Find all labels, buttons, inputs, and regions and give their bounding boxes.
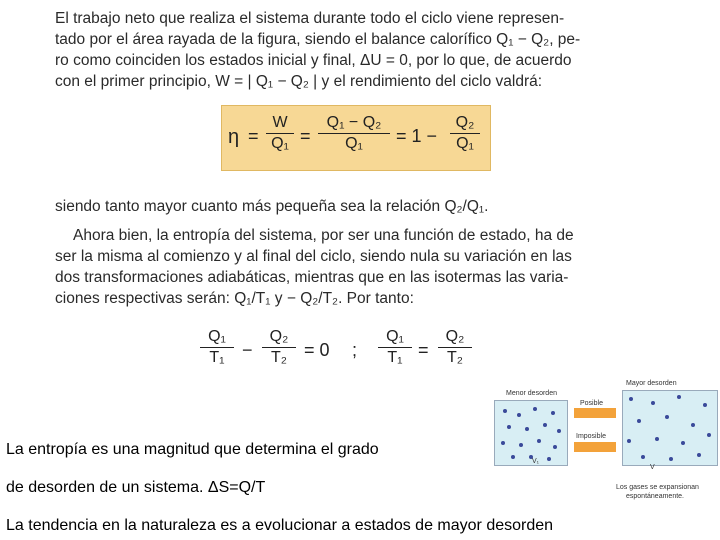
fraction-q1-minus-q2-over-q1 [318, 114, 390, 153]
entropy-equations [200, 328, 490, 378]
paragraph-entropy [55, 225, 655, 309]
fraction-q2-over-t2 [262, 328, 296, 367]
paragraph-line: ro como coinciden los estados inicial y final, ΔU = 0, por lo que, de acuerdo [55, 52, 572, 69]
fraction-q2-over-q1 [450, 114, 480, 153]
fraction-denominator: Q₁ [456, 135, 474, 152]
paragraph-line: ciones respectivas serán: Q₁/T₁ y − Q₂/T₂. Por tanto: [55, 290, 414, 307]
fraction-numerator: Q₁ [378, 328, 412, 348]
gas-molecules-icon [623, 391, 717, 465]
paragraph-line: El trabajo neto que realiza el sistema durante todo el ciclo viene represen- [55, 10, 565, 27]
right-gas-panel [622, 390, 718, 466]
semicolon-separator: ; [352, 340, 358, 360]
impossible-arrow-icon [574, 442, 616, 452]
fraction-q1-over-t1 [378, 328, 412, 367]
fraction-numerator: Q₁ − Q₂ [318, 114, 390, 134]
eta-symbol: η [228, 126, 240, 148]
fraction-numerator: Q₂ [450, 114, 480, 134]
fraction-denominator: Q₁ [345, 135, 363, 152]
paragraph-ratio [55, 196, 655, 217]
fraction-numerator: W [266, 114, 294, 134]
fraction-numerator: Q₁ [200, 328, 234, 348]
paragraph-line: ser la misma al comienzo y al final del ciclo, siendo nula su variación en las [55, 248, 572, 265]
entropy-definition-line1: La entropía es una magnitud que determina el grado [6, 441, 379, 458]
equals-one-minus: = 1 − [396, 126, 438, 146]
fraction-numerator: Q₂ [438, 328, 472, 348]
fraction-denominator: T₁ [387, 349, 403, 366]
equals-zero: = 0 [304, 340, 330, 360]
paragraph-line: tado por el área rayada de la figura, siendo el balance calorífico Q₁ − Q₂, pe- [55, 31, 581, 48]
fraction-q1-over-t1 [200, 328, 234, 367]
nature-tendency-line: La tendencia en la naturaleza es a evolucionar a estados de mayor desorden [6, 517, 554, 534]
fraction-denominator: Q₁ [271, 135, 289, 152]
fraction-denominator: T₂ [447, 349, 463, 366]
fraction-q2-over-t2 [438, 328, 472, 367]
paragraph-line: Ahora bien, la entropía del sistema, por ser una función de estado, ha de [73, 227, 574, 244]
fraction-numerator: Q₂ [262, 328, 296, 348]
right-panel-title: Mayor desorden [626, 380, 677, 387]
entropy-definition-line2: de desorden de un sistema. ΔS=Q/T [6, 479, 266, 496]
arrow-impossible-label: Imposible [576, 433, 606, 440]
possible-arrow-icon [574, 408, 616, 418]
equals-sign: = [300, 126, 311, 146]
paragraph-line: siendo tanto mayor cuanto más pequeña sea la relación Q₂/Q₁. [55, 198, 489, 215]
equals-sign: = [248, 126, 259, 146]
left-volume-label: V₁ [532, 458, 540, 465]
gas-expansion-figure [488, 380, 720, 500]
paragraph-line: con el primer principio, W = | Q₁ − Q₂ | y el rendimiento del ciclo valdrá: [55, 73, 543, 90]
left-panel-title: Menor desorden [506, 390, 557, 397]
paragraph-line: dos transformaciones adiabáticas, mientras que en las isotermas las varia- [55, 269, 569, 286]
fraction-denominator: T₁ [209, 349, 225, 366]
paragraph-first-principle [55, 8, 655, 92]
efficiency-equation-box [221, 105, 491, 171]
minus-sign: − [242, 340, 253, 360]
arrow-possible-label: Posible [580, 400, 603, 407]
gas-molecules-icon [495, 401, 567, 465]
figure-caption-line1: Los gases se expansionan [616, 484, 699, 491]
figure-caption-line2: espontáneamente. [626, 493, 684, 500]
equals-sign: = [418, 340, 429, 360]
left-gas-panel [494, 400, 568, 466]
fraction-denominator: T₂ [271, 349, 287, 366]
fraction-w-over-q1 [266, 114, 294, 153]
right-volume-label: V [650, 464, 655, 471]
